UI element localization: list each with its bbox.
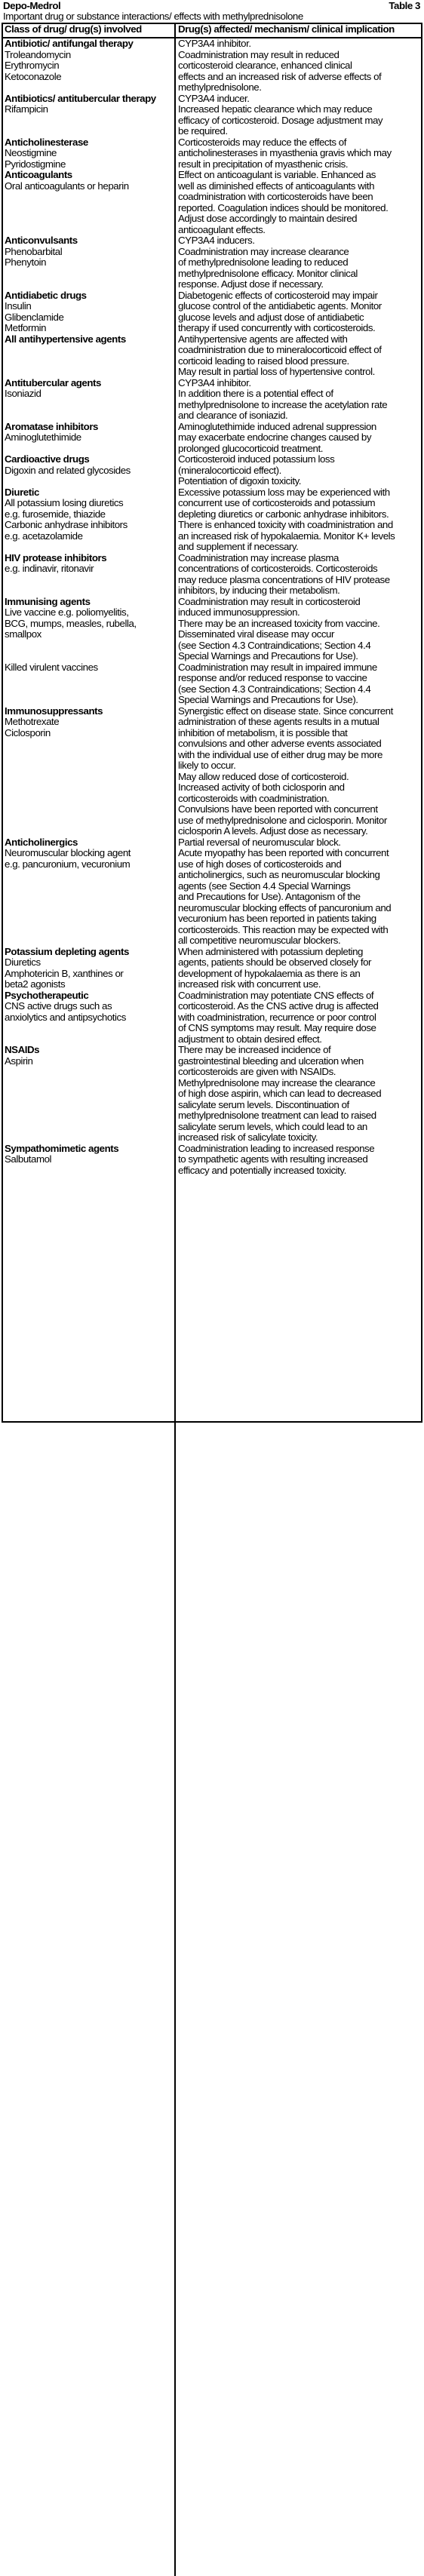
effect-text-line: There is enhanced toxicity with coadministration and [178, 519, 393, 530]
drug-class-cell [3, 597, 176, 662]
drug-name: Insulin [5, 300, 32, 312]
effect-text-line: result in precipitation of myasthenic crisis. [178, 158, 349, 170]
drug-class-cell [3, 1144, 176, 1177]
drug-class-cell [3, 334, 176, 378]
drug-class-cell [3, 837, 176, 947]
table-row [3, 170, 421, 235]
effect-text-line: May result in partial loss of hypertensive control. [178, 366, 375, 377]
effect-cell [176, 290, 421, 334]
drug-class-heading: Aromatase inhibitors [5, 420, 98, 432]
drug-name: Rifampicin [5, 103, 48, 115]
drug-name: Ciclosporin [5, 726, 51, 738]
drug-name: BCG, mumps, measles, rubella, [5, 617, 137, 629]
effect-text-line: Effect on anticoagulant is variable. Enhanced as [178, 169, 376, 180]
drug-class-heading: Anticoagulants [5, 169, 72, 180]
drug-name: Aspirin [5, 1055, 33, 1067]
effect-text-line: CYP3A4 inducer. [178, 92, 250, 104]
effect-cell [176, 170, 421, 235]
drug-class-heading: Immunising agents [5, 595, 91, 607]
table-row [3, 487, 421, 553]
drug-class-cell [3, 137, 176, 170]
effect-text-line: (see Section 4.3 Contraindications; Section 4.4 [178, 639, 371, 651]
effect-text-line: efficacy and potentially increased toxicity. [178, 1164, 346, 1176]
effect-text-line: salicylate serum levels, which could lead to an [178, 1120, 367, 1132]
effect-cell [176, 990, 421, 1045]
effect-cell [176, 235, 421, 290]
table-row [3, 137, 421, 170]
effect-text-line: concentrations of corticosteroids. Corticosteroids [178, 563, 378, 574]
effect-cell [176, 422, 421, 455]
effect-cell [176, 487, 421, 553]
effect-text-line: inhibitors, by inducing their metabolism. [178, 585, 340, 596]
effect-cell [176, 378, 421, 422]
effect-text-line: Antihypertensive agents are affected with [178, 333, 348, 345]
effect-text-line: When administered with potassium depleting [178, 945, 363, 957]
effect-cell [176, 94, 421, 137]
effect-text-line: May allow reduced dose of corticosteroid. [178, 770, 349, 782]
effect-text-line: administration of these agents results in a mutual [178, 716, 379, 727]
drug-class-cell [3, 662, 176, 706]
drug-name: Salbutamol [5, 1153, 52, 1165]
effect-text-line: inhibition of metabolism, it is possible that [178, 726, 348, 738]
effect-text-line: corticosteroid. As the CNS active drug is affected [178, 1000, 379, 1012]
drug-name: beta2 agonists [5, 978, 66, 990]
table-row [3, 334, 421, 378]
table-row [3, 94, 421, 137]
drug-class-heading: NSAIDs [5, 1044, 40, 1055]
drug-class-cell [3, 378, 176, 422]
effect-text-line: well as diminished effects of anticoagulants with [178, 180, 375, 192]
drug-class-heading: All antihypertensive agents [5, 333, 126, 345]
effect-text-line: glucose levels and adjust dose of antidiabetic [178, 311, 364, 323]
drug-name: Digoxin and related glycosides [5, 464, 131, 476]
effect-text-line: Excessive potassium loss may be experienced with [178, 486, 390, 498]
drug-class-heading: Diuretic [5, 486, 39, 498]
effect-text-line: methylprednisolone treatment can lead to raised [178, 1110, 376, 1121]
drug-class-cell [3, 422, 176, 455]
effect-text-line: of CNS symptoms may result. May require dose [178, 1022, 376, 1033]
effect-text-line: methylprednisolone efficacy. Monitor clinical [178, 267, 358, 279]
table-row [3, 235, 421, 290]
drug-class-heading: Immunosuppressants [5, 705, 103, 717]
effect-text-line: response and/or reduced response to vaccine [178, 672, 367, 683]
drug-class-cell [3, 170, 176, 235]
product-name: Depo-Medrol [3, 0, 61, 11]
effect-text-line: Increased hepatic clearance which may reduce [178, 103, 373, 115]
effect-text-line: efficacy of corticosteroid. Dosage adjustment may [178, 114, 383, 126]
drug-name: Phenytoin [5, 256, 47, 268]
drug-name: Troleandomycin [5, 48, 71, 60]
drug-name: CNS active drugs such as [5, 1000, 112, 1012]
drug-class-heading: Anticholinesterase [5, 136, 88, 148]
drug-name: Oral anticoagulants or heparin [5, 180, 129, 192]
effect-text-line: agents, patients should be observed closely for [178, 956, 372, 968]
effect-text-line: effects and an increased risk of adverse effects of [178, 70, 382, 82]
drug-name: Pyridostigmine [5, 158, 66, 170]
effect-text-line: glucose control of the antidiabetic agents. Monitor [178, 300, 382, 312]
drug-name: e.g. indinavir, ritonavir [5, 563, 94, 574]
drug-name: Amphotericin B, xanthines or [5, 967, 124, 979]
drug-class-cell [3, 38, 176, 94]
effect-text-line: induced immunosuppression. [178, 606, 300, 618]
table-header-row [3, 24, 421, 38]
effect-text-line: neuromuscular blocking effects of pancuronium and [178, 901, 392, 913]
drug-class-heading: Cardioactive drugs [5, 453, 90, 465]
table-row [3, 597, 421, 662]
effect-text-line: increased risk with concurrent use. [178, 978, 321, 990]
drug-name: Ketoconazole [5, 70, 62, 82]
drug-class-cell [3, 553, 176, 597]
effect-text-line: use of methylprednisolone and ciclosporin. Monitor [178, 814, 387, 826]
effect-text-line: and Precautions for Use). Antagonism of the [178, 891, 361, 902]
drug-class-heading: Sympathomimetic agents [5, 1142, 119, 1154]
effect-text-line: with coadministration, recurrence or poor control [178, 1011, 376, 1023]
column-header-drug-class: Class of drug/ drug(s) involved [3, 24, 176, 37]
drug-class-cell [3, 947, 176, 990]
effect-cell [176, 662, 421, 706]
effect-text-line: of methylprednisolone leading to reduced [178, 256, 349, 268]
drug-name: e.g. acetazolamide [5, 530, 83, 542]
effect-text-line: Disseminated viral disease may occur [178, 628, 334, 640]
drug-name: smallpox [5, 628, 41, 640]
drug-class-cell [3, 290, 176, 334]
effect-text-line: coadministration with corticosteroids have been [178, 191, 373, 202]
effect-text-line: methylprednisolone to increase the acetylation rate [178, 398, 388, 410]
table-row [3, 662, 421, 706]
effect-text-line: corticoid leading to raised blood pressure. [178, 355, 349, 367]
effect-text-line: Synergistic effect on disease state. Since concurrent [178, 705, 393, 717]
effect-text-line: Convulsions have been reported with concurrent [178, 803, 378, 815]
effect-text-line: Corticosteroid induced potassium loss [178, 453, 335, 465]
effect-text-line: corticosteroids with coadministration. [178, 792, 330, 804]
drug-class-heading: Antidiabetic drugs [5, 289, 87, 301]
drug-name: Aminoglutethimide [5, 431, 81, 443]
drug-class-cell [3, 235, 176, 290]
effect-text-line: CYP3A4 inducers. [178, 235, 255, 246]
effect-text-line: coadministration due to mineralocorticoid effect of [178, 344, 382, 355]
drug-name: Phenobarbital [5, 245, 63, 257]
effect-text-line: use of high doses of corticosteroids and [178, 858, 342, 870]
effect-text-line: (mineralocorticoid effect). [178, 464, 281, 476]
effect-cell [176, 597, 421, 662]
drug-class-cell [3, 94, 176, 137]
table-row [3, 837, 421, 947]
effect-text-line: anticholinergics, such as neuromuscular blocking [178, 869, 380, 880]
effect-cell [176, 553, 421, 597]
effect-cell [176, 137, 421, 170]
table-row [3, 553, 421, 597]
effect-text-line: of high dose aspirin, which can lead to decreased [178, 1088, 382, 1099]
effect-cell [176, 706, 421, 837]
table-row [3, 378, 421, 422]
drug-name: e.g. furosemide, thiazide [5, 508, 106, 520]
effect-text-line: Methylprednisolone may increase the clearance [178, 1076, 376, 1088]
effect-text-line: corticosteroids are given with NSAIDs. [178, 1066, 336, 1077]
drug-class-heading: Antibiotic/ antifungal therapy [5, 38, 134, 49]
effect-text-line: There may be an increased toxicity from vaccine. [178, 617, 380, 629]
drug-class-heading: Psychotherapeutic [5, 989, 89, 1001]
drug-name: Diuretics [5, 956, 41, 968]
effect-text-line: likely to occur. [178, 760, 236, 771]
effect-cell [176, 837, 421, 947]
table-caption: Important drug or substance interactions/ effects with methylprednisolone [3, 11, 303, 22]
effect-text-line: reported. Coagulation indices should be monitored. [178, 201, 389, 213]
effect-text-line: Potentiation of digoxin toxicity. [178, 475, 302, 487]
effect-text-line: (see Section 4.3 Contraindications; Section 4.4 [178, 683, 371, 695]
effect-text-line: Special Warnings and Precautions for Use). [178, 650, 358, 662]
effect-text-line: corticosteroid clearance, enhanced clinical [178, 60, 352, 71]
drug-name: Metformin [5, 322, 47, 333]
drug-class-heading: HIV protease inhibitors [5, 551, 107, 563]
effect-text-line: CYP3A4 inhibitor. [178, 38, 251, 49]
drug-name: Killed virulent vaccines [5, 661, 98, 673]
effect-text-line: response. Adjust dose if necessary. [178, 278, 324, 290]
drug-class-cell [3, 990, 176, 1045]
effect-text-line: Aminoglutethimide induced adrenal suppression [178, 420, 376, 432]
effect-text-line: may reduce plasma concentrations of HIV protease [178, 573, 390, 585]
effect-text-line: vecuronium has been reported in patients taking [178, 913, 376, 924]
effect-text-line: Partial reversal of neuromuscular block. [178, 836, 341, 848]
effect-text-line: prolonged glucocorticoid treatment. [178, 442, 323, 454]
effect-text-line: with the individual use of either drug may be more [178, 748, 383, 760]
effect-text-line: all competitive neuromuscular blockers. [178, 935, 341, 946]
drug-name: Isoniazid [5, 388, 41, 399]
effect-cell [176, 38, 421, 94]
table-row [3, 706, 421, 837]
drug-name: Neostigmine [5, 147, 57, 158]
table-row [3, 947, 421, 990]
drug-class-cell [3, 1045, 176, 1144]
effect-text-line: Diabetogenic effects of corticosteroid may impair [178, 289, 378, 301]
effect-text-line: anticholinesterases in myasthenia gravis which may [178, 147, 392, 158]
effect-text-line: agents (see Section 4.4 Special Warnings [178, 880, 351, 892]
table-row [3, 38, 421, 94]
drug-class-heading: Anticholinergics [5, 836, 78, 848]
drug-class-cell [3, 487, 176, 553]
drug-name: Erythromycin [5, 60, 60, 71]
drug-class-heading: Potassium depleting agents [5, 945, 129, 957]
effect-text-line: CYP3A4 inhibitor. [178, 376, 251, 388]
effect-text-line: Coadministration may potentiate CNS effects of [178, 989, 374, 1001]
drug-class-cell [3, 454, 176, 487]
effect-text-line: Adjust dose accordingly to maintain desired [178, 213, 358, 224]
effect-text-line: adjustment to obtain desired effect. [178, 1033, 322, 1045]
table-row [3, 990, 421, 1045]
effect-text-line: There may be increased incidence of [178, 1044, 331, 1055]
effect-text-line: be required. [178, 125, 228, 137]
drug-name: Carbonic anhydrase inhibitors [5, 519, 128, 530]
drug-name: Glibenclamide [5, 311, 64, 323]
effect-text-line: Coadministration may increase clearance [178, 245, 349, 257]
effect-text-line: therapy if used concurrently with corticosteroids. [178, 322, 376, 333]
effect-text-line: Coadministration may result in corticosteroid [178, 595, 361, 607]
effect-text-line: salicylate serum levels. Discontinuation of [178, 1098, 349, 1110]
effect-text-line: ciclosporin A levels. Adjust dose as necessary. [178, 825, 368, 837]
effect-text-line: anticoagulant effects. [178, 223, 266, 235]
drug-class-heading: Anticonvulsants [5, 235, 78, 246]
drug-name: e.g. pancuronium, vecuronium [5, 858, 131, 870]
effect-text-line: Increased activity of both ciclosporin and [178, 781, 345, 793]
effect-text-line: Coadministration may increase plasma [178, 551, 339, 563]
effect-text-line: Special Warnings and Precautions for Use). [178, 694, 358, 705]
effect-cell [176, 334, 421, 378]
effect-text-line: may exacerbate endocrine changes caused by [178, 431, 372, 443]
effect-cell [176, 947, 421, 990]
drug-class-cell [3, 706, 176, 837]
effect-text-line: methylprednisolone. [178, 81, 262, 93]
interaction-table [2, 23, 422, 1423]
effect-text-line: depleting diuretics or carbonic anhydrase inhibitors. [178, 508, 389, 520]
effect-text-line: In addition there is a potential effect of [178, 388, 333, 399]
table-label: Table 3 [389, 0, 420, 11]
effect-text-line: convulsions and other adverse events associated [178, 738, 382, 749]
effect-cell [176, 454, 421, 487]
table-row [3, 454, 421, 487]
table-row [3, 1144, 421, 1177]
effect-text-line: Acute myopathy has been reported with concurrent [178, 847, 389, 858]
effect-cell [176, 1045, 421, 1144]
drug-class-heading: Antitubercular agents [5, 376, 101, 388]
drug-name: All potassium losing diuretics [5, 497, 124, 508]
effect-text-line: and clearance of isoniazid. [178, 410, 288, 421]
table-body [3, 38, 421, 1176]
effect-cell [176, 1144, 421, 1177]
effect-text-line: corticosteroids. This reaction may be expected with [178, 923, 389, 935]
document-header [2, 1, 422, 23]
effect-text-line: and supplement if necessary. [178, 541, 299, 552]
effect-text-line: gastrointestinal bleeding and ulceration when [178, 1055, 364, 1067]
effect-text-line: concurrent use of corticosteroids and potassium [178, 497, 376, 508]
effect-text-line: to sympathetic agents with resulting increased [178, 1153, 368, 1165]
effect-text-line: Corticosteroids may reduce the effects of [178, 136, 346, 148]
drug-name: anxiolytics and antipsychotics [5, 1011, 126, 1023]
table-row [3, 290, 421, 334]
effect-text-line: an increased risk of hypokalaemia. Monitor K+ levels [178, 530, 395, 542]
drug-name: Neuromuscular blocking agent [5, 847, 131, 858]
table-row [3, 1045, 421, 1144]
effect-text-line: increased risk of salicylate toxicity. [178, 1131, 318, 1143]
drug-name: Live vaccine e.g. poliomyelitis, [5, 606, 129, 618]
drug-class-heading: Antibiotics/ antitubercular therapy [5, 92, 156, 104]
effect-text-line: Coadministration may result in reduced [178, 48, 340, 60]
effect-text-line: Coadministration leading to increased response [178, 1142, 375, 1154]
drug-name: Methotrexate [5, 716, 60, 727]
table-row [3, 422, 421, 455]
effect-text-line: Coadministration may result in impaired immune [178, 661, 377, 673]
effect-text-line: development of hypokalaemia as there is an [178, 967, 361, 979]
column-header-effects: Drug(s) affected/ mechanism/ clinical implication [178, 23, 395, 35]
